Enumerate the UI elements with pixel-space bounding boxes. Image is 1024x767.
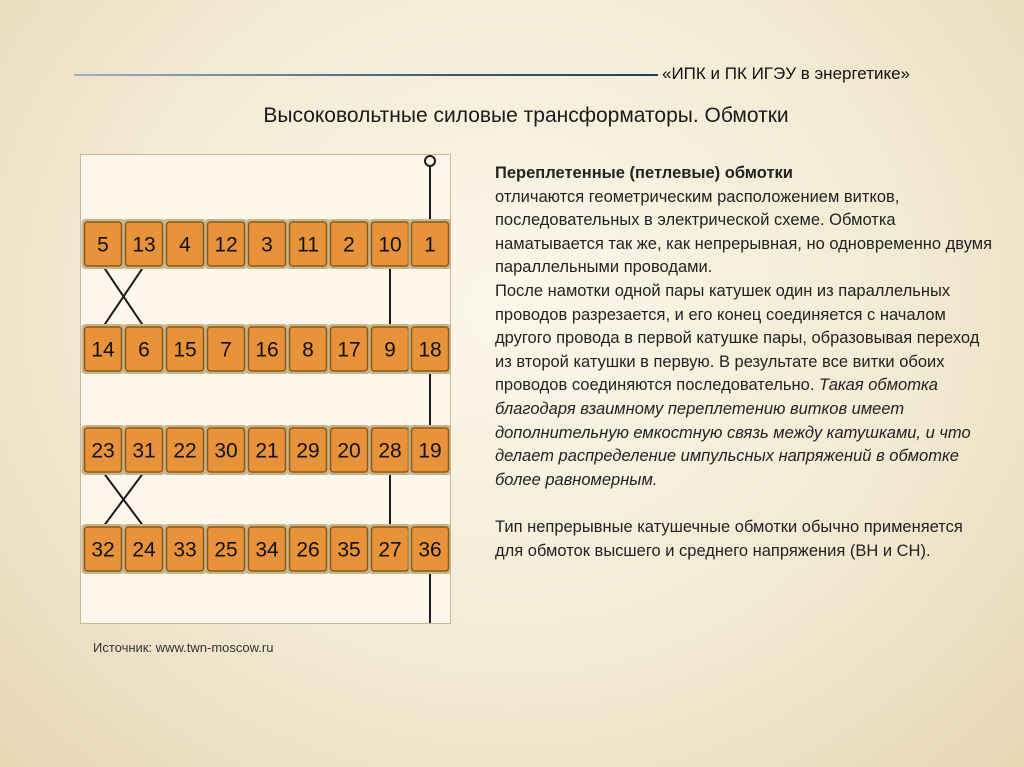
coil-number: 36 [418,538,442,562]
coil-number: 19 [418,439,442,463]
description-paragraph-2-text: После намотки одной пары катушек один из параллельных проводов разрезается, и его конец соединяется с началом другого провода в первой катушке пары, образовывая переход из второй катушки в первую. В результате все витки обоих проводов соединяются последовательно. [495,281,980,395]
coil [205,425,248,475]
coil-number: 11 [297,233,319,257]
coil [287,219,330,269]
coil [82,425,125,475]
coil [246,219,289,269]
coil [287,324,330,374]
coil-number: 32 [91,538,115,562]
description-paragraph-2-italic: Такая обмотка благодаря взаимному переплетению витков имеет дополнительную емкостную связь между катушками, и что делает распределение импульсных напряжений в обмотке более равномерным. [495,376,971,489]
coil-number: 26 [296,538,320,562]
coil-number: 12 [214,233,238,257]
coil [123,425,166,475]
coil [82,219,125,269]
slide-title: Высоковольтные силовые трансформаторы. Обмотки [263,104,789,127]
coil-number: 16 [255,338,279,362]
organization-label: «ИПК и ПК ИГЭУ в энергетике» [662,64,911,83]
winding-diagram-svg [81,155,450,623]
coil [164,219,207,269]
coil [82,324,125,374]
coil-number: 9 [384,338,396,362]
coil-number: 35 [337,538,361,562]
coil [246,324,289,374]
paragraph-spacer [495,492,995,516]
coil-number: 14 [91,338,115,362]
coil [205,324,248,374]
coil-number: 2 [343,233,355,257]
coil-number: 27 [378,538,402,562]
header-divider [74,74,658,76]
coil [409,425,451,475]
coil [369,324,412,374]
coil [205,524,248,574]
coil [82,524,125,574]
coil-number: 24 [132,538,156,562]
coil [369,425,412,475]
description-heading: Переплетенные (петлевые) обмотки [495,164,793,182]
description-paragraph-2 [495,280,995,492]
coil-number: 4 [179,233,191,257]
coil-number: 13 [132,233,156,257]
coil-number: 33 [173,538,197,562]
coil [328,425,371,475]
description-paragraph-3: Тип непрерывные катушечные обмотки обычно применяется для обмоток высшего и среднего напряжения (ВН и СН). [495,518,963,560]
coil-number: 23 [91,439,115,463]
coil [409,219,451,269]
source-caption: Источник: www.twn-moscow.ru [93,640,274,655]
coil [328,219,371,269]
coil-number: 21 [255,439,279,463]
coil [328,524,371,574]
coil-number: 29 [296,439,320,463]
coil [246,524,289,574]
coil-number: 15 [173,338,197,362]
coil-number: 22 [173,439,197,463]
coil-number: 28 [378,439,402,463]
coil [369,524,412,574]
coil [164,324,207,374]
coil-number: 34 [255,538,279,562]
coil-number: 17 [337,338,361,362]
coil [328,324,371,374]
coil [246,425,289,475]
coil-number: 5 [97,233,109,257]
coil-grid [82,219,451,574]
coil [164,524,207,574]
winding-diagram [80,154,451,624]
coil-number: 18 [418,338,442,362]
coil-number: 3 [261,233,273,257]
coil-number: 7 [220,338,232,362]
coil-number: 8 [302,338,314,362]
coil [369,219,412,269]
coil-number: 10 [378,233,402,257]
coil [409,524,451,574]
coil-number: 31 [132,439,156,463]
terminal-icon [425,156,435,166]
coil [287,425,330,475]
description-paragraph-1: отличаются геометрическим расположением витков, последовательных в электрической схеме. Обмотка наматывается так же, как непрерывная, но одновременно двумя параллельными проводами. [495,187,993,277]
coil [409,324,451,374]
coil [164,425,207,475]
coil-number: 6 [138,338,150,362]
coil-number: 30 [214,439,238,463]
description-text [495,162,995,564]
coil [287,524,330,574]
coil-number: 1 [424,233,436,257]
coil [123,324,166,374]
coil [123,219,166,269]
coil-number: 20 [337,439,361,463]
coil [123,524,166,574]
coil [205,219,248,269]
coil-number: 25 [214,538,238,562]
